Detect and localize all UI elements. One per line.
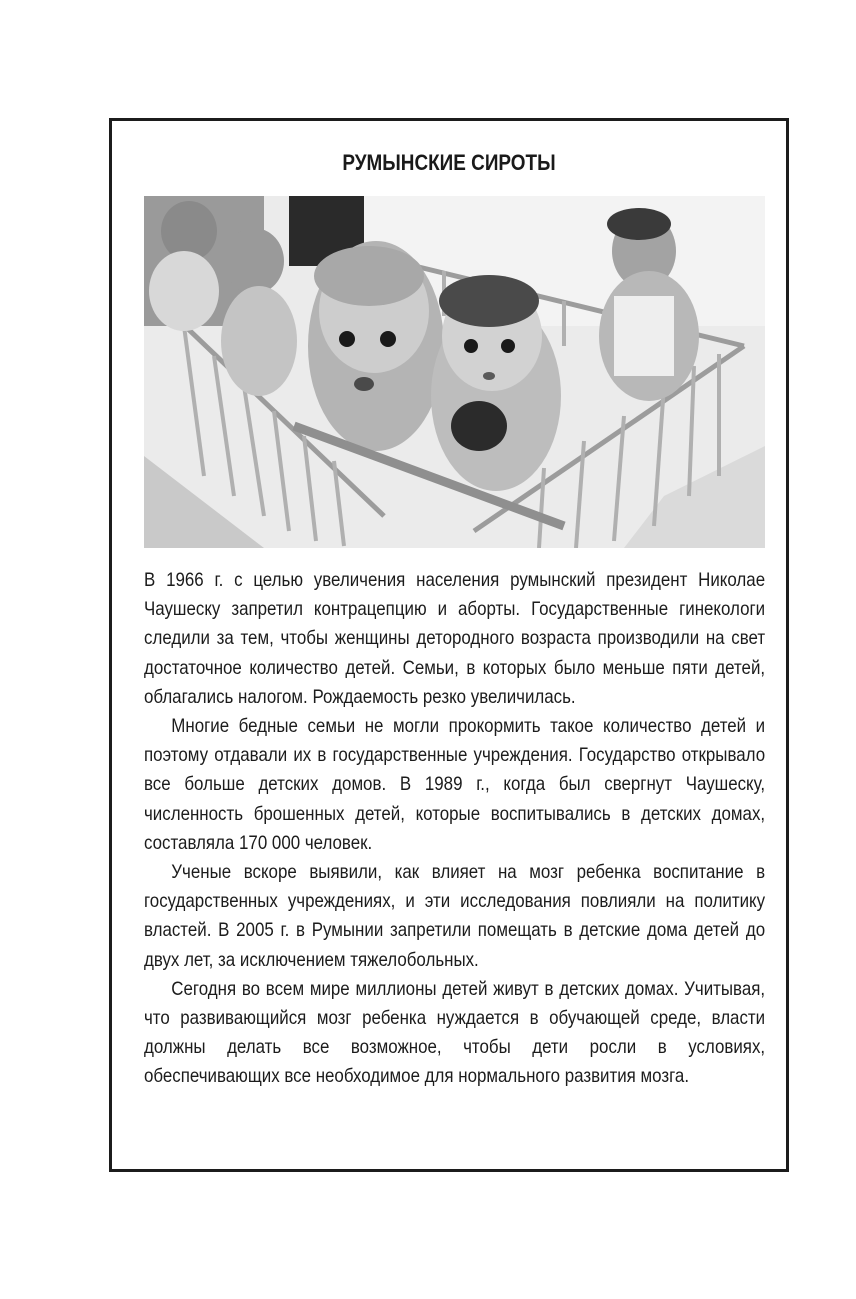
box-title: РУМЫНСКИЕ СИРОТЫ bbox=[342, 150, 556, 175]
body-text bbox=[144, 566, 765, 1092]
paragraph-1: В 1966 г. с целью увеличения населения румынский президент Николае Чаушеску запретил контрацепцию и аборты. Государственные гинекологи следили за тем, чтобы женщины детородного возраста производили на свет достаточное количество детей. Семьи, в которых было меньше пяти детей, облагались налогом. Рождаемость резко увеличилась. bbox=[144, 570, 766, 708]
sidebar-box bbox=[109, 118, 789, 1172]
paragraph-4: Сегодня во всем мире миллионы детей живут в детских домах. Учитывая, что развивающийся мозг ребенка нуждается в обучающей среде, власти должны делать все возможное, чтобы дети росли в условиях, обеспечивающих все необходимое для нормального развития мозга. bbox=[144, 978, 766, 1088]
paragraph-3: Ученые вскоре выявили, как влияет на мозг ребенка воспитание в государственных учреждениях, и эти исследования повлияли на политику властей. В 2005 г. в Румынии запретили помещать в детские дома детей до двух лет, за исключением тяжелобольных. bbox=[144, 862, 766, 971]
orphans-photo bbox=[144, 196, 765, 548]
photo-illustration bbox=[144, 196, 765, 548]
paragraph-2: Многие бедные семьи не могли прокормить такое количество детей и поэтому отдавали их в государственные учреждения. Государство открывало все больше детских домов. В 1989 г., когда был свергнут Чаушеску, численность брошенных детей, которые воспитывались в детских домах, составляла 170 000 человек. bbox=[144, 716, 766, 854]
